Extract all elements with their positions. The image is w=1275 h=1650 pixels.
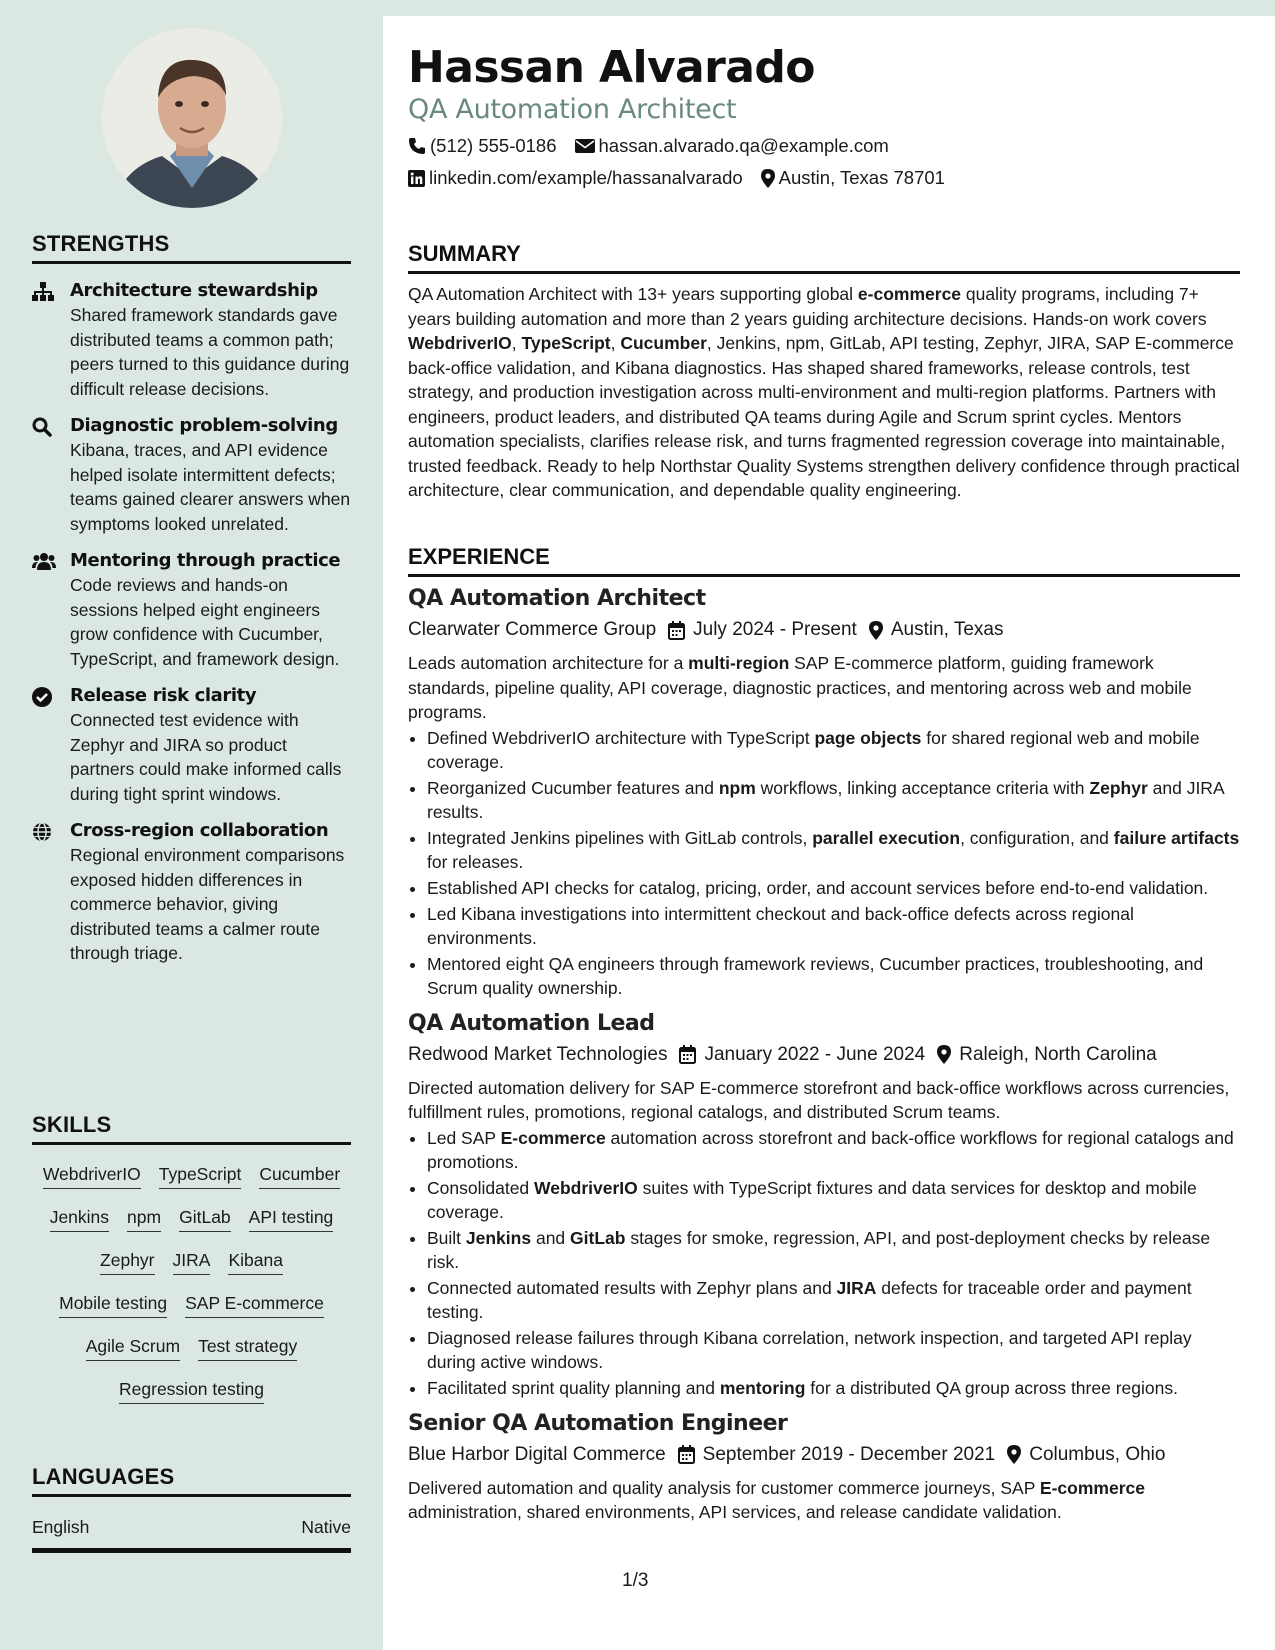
job-dates: September 2019 - December 2021 (702, 1443, 996, 1465)
skill-tag: Test strategy (198, 1328, 297, 1361)
strength-desc: Kibana, traces, and API evidence helped isolate intermittent defects; teams gained clearer answers when symptoms looked unrelated. (70, 440, 351, 534)
skill-tag: TypeScript (159, 1156, 242, 1189)
job-description: Directed automation delivery for SAP E-commerce storefront and back-office workflows across currencies, fulfillment rules, promotions, regional catalogs, and distributed Scrum teams. (408, 1077, 1230, 1122)
strength-desc: Shared framework standards gave distributed teams a common path; peers turned to this guidance during difficult release decisions. (70, 305, 350, 399)
job-bullet: • Mentored eight QA engineers through framework reviews, Cucumber practices, troubleshooting, and Scrum quality ownership. (427, 952, 1240, 1000)
map-pin-icon (869, 621, 883, 640)
phone-text: (512) 555-0186 (430, 135, 557, 156)
skills-heading: SKILLS (32, 1112, 351, 1145)
calendar-icon (679, 1045, 696, 1064)
strength-item (32, 414, 351, 536)
summary-text: QA Automation Architect with 13+ years supporting global e-commerce quality programs, including 7+ years building automation and more than 2 years guiding architecture decisions. Hands-on work covers WebdriverIO, TypeScript, Cucumber, Jenkins, npm, GitLab, API testing, Zephyr, JIRA, SAP E-commerce back-office validation, and Kibana diagnostics. Has shaped shared frameworks, release controls, test strategy, and production investigation across multi-environment and multi-region platforms. Partners with engineers, product leaders, and distributed QA teams during Agile and Scrum sprint cycles. Mentors automation specialists, clarifies release risk, and turns fragmented regression coverage into maintainable, trusted feedback. Ready to help Northstar Quality Systems strengthen delivery confidence through practical architecture, clear communication, and dependable quality engineering. (408, 284, 1240, 500)
strength-desc: Regional environment comparisons exposed hidden differences in commerce behavior, giving distributed teams a calmer route through triage. (70, 845, 345, 963)
location-text: Austin, Texas 78701 (778, 167, 945, 188)
calendar-icon (668, 621, 685, 640)
skills-list (32, 1151, 351, 1409)
job-bullet: • Consolidated WebdriverIO suites with TypeScript fixtures and data services for desktop and mobile coverage. (427, 1176, 1240, 1224)
strength-desc: Connected test evidence with Zephyr and JIRA so product partners could make informed calls during tight sprint windows. (70, 710, 342, 804)
job-bullets (408, 726, 1240, 1000)
contact-location (761, 167, 945, 189)
job-bullet: • Led SAP E-commerce automation across storefront and back-office workflows for regional catalogs and promotions. (427, 1126, 1240, 1174)
strength-item (32, 819, 351, 966)
skill-tag: GitLab (179, 1199, 231, 1232)
job-description: Leads automation architecture for a multi-region SAP E-commerce platform, guiding framework standards, pipeline quality, API coverage, diagnostic practices, and mentoring across web and mobile programs. (408, 653, 1192, 722)
job-company: Clearwater Commerce Group (408, 619, 657, 640)
summary-heading: SUMMARY (408, 241, 1240, 274)
strengths-section (32, 231, 351, 966)
job-meta (408, 1442, 1240, 1468)
job-title: Senior QA Automation Engineer (408, 1410, 788, 1436)
skill-tag: Cucumber (259, 1156, 340, 1189)
job-entry (408, 585, 1240, 1000)
job-entry (408, 1010, 1240, 1400)
skill-tag: Kibana (228, 1242, 283, 1275)
job-title: QA Automation Architect (408, 586, 706, 611)
phone-icon (408, 137, 426, 155)
language-row (32, 1517, 351, 1553)
candidate-role: QA Automation Architect (408, 94, 737, 125)
summary-section (408, 241, 1240, 503)
strength-title: Cross-region collaboration (70, 820, 329, 841)
contact-email (575, 135, 889, 157)
job-dates: January 2022 - June 2024 (704, 1043, 926, 1065)
contact-row-1 (408, 135, 907, 157)
job-location: Raleigh, North Carolina (959, 1043, 1157, 1065)
strength-title: Diagnostic problem-solving (70, 415, 338, 436)
page-number: 1/3 (622, 1570, 649, 1591)
job-meta (408, 1042, 1240, 1068)
skill-tag: WebdriverIO (43, 1156, 141, 1189)
job-company: Redwood Market Technologies (408, 1043, 668, 1065)
skill-tag: Agile Scrum (86, 1328, 180, 1361)
envelope-icon (575, 138, 595, 154)
calendar-icon (678, 1445, 695, 1464)
skill-tag: API testing (249, 1199, 334, 1232)
skill-tag: npm (127, 1199, 161, 1232)
job-bullet: • Built Jenkins and GitLab stages for smoke, regression, API, and post-deployment checks by release risk. (427, 1226, 1240, 1274)
linkedin-text: linkedin.com/example/hassanalvarado (429, 167, 743, 188)
job-bullet: • Established API checks for catalog, pricing, order, and account services before end-to-end validation. (427, 876, 1240, 900)
experience-heading: EXPERIENCE (408, 544, 1240, 577)
check-circle-icon (32, 684, 70, 806)
language-level: Native (301, 1517, 351, 1537)
job-bullet: • Reorganized Cucumber features and npm workflows, linking acceptance criteria with Zephyr and JIRA results. (427, 776, 1240, 824)
skill-tag: Mobile testing (59, 1285, 167, 1318)
strength-item (32, 279, 351, 401)
job-bullet: • Defined WebdriverIO architecture with TypeScript page objects for shared regional web and mobile coverage. (427, 726, 1240, 774)
job-company: Blue Harbor Digital Commerce (408, 1443, 666, 1465)
users-icon (32, 549, 70, 671)
candidate-name: Hassan Alvarado (408, 42, 815, 93)
job-dates: July 2024 - Present (693, 619, 857, 640)
linkedin-icon (408, 170, 425, 187)
job-bullet: • Connected automated results with Zephyr plans and JIRA defects for traceable order and payment testing. (427, 1276, 1240, 1324)
map-pin-icon (761, 169, 775, 188)
skill-tag: Zephyr (100, 1242, 154, 1275)
languages-section (32, 1464, 351, 1553)
job-meta (408, 617, 1240, 643)
strength-item (32, 549, 351, 671)
contact-phone (408, 135, 557, 157)
strength-item (32, 684, 351, 806)
contact-row-2 (408, 167, 963, 189)
sitemap-icon (32, 279, 70, 401)
contact-linkedin (408, 167, 743, 189)
strength-title: Architecture stewardship (70, 280, 318, 301)
skill-tag: JIRA (173, 1242, 211, 1275)
strength-title: Release risk clarity (70, 685, 257, 706)
map-pin-icon (937, 1045, 951, 1064)
strengths-heading: STRENGTHS (32, 231, 351, 264)
job-bullet: • Integrated Jenkins pipelines with GitLab controls, parallel execution, configuration, and failure artifacts for releases. (427, 826, 1240, 874)
languages-heading: LANGUAGES (32, 1464, 351, 1497)
experience-section (408, 544, 1240, 1525)
skill-tag: Regression testing (119, 1371, 264, 1404)
skill-tag: Jenkins (50, 1199, 109, 1232)
skills-section (32, 1112, 351, 1409)
job-bullets (408, 1126, 1240, 1400)
map-pin-icon (1007, 1445, 1021, 1464)
language-name: English (32, 1517, 90, 1537)
job-bullet: • Diagnosed release failures through Kibana correlation, network inspection, and targeted API replay during active windows. (427, 1326, 1240, 1374)
job-entry (408, 1410, 1240, 1525)
search-icon (32, 414, 70, 536)
job-title: QA Automation Lead (408, 1010, 655, 1036)
job-location: Columbus, Ohio (1029, 1443, 1166, 1465)
globe-icon (32, 819, 70, 966)
job-bullet: • Led Kibana investigations into intermittent checkout and back-office defects across regional environments. (427, 902, 1240, 950)
job-location: Austin, Texas (890, 619, 1004, 640)
profile-photo (102, 28, 282, 208)
job-description: Delivered automation and quality analysis for customer commerce journeys, SAP E-commerce administration, shared environments, API services, and release candidate validation. (408, 1477, 1145, 1522)
strength-desc: Code reviews and hands-on sessions helped eight engineers grow confidence with Cucumber, TypeScript, and framework design. (70, 575, 340, 669)
job-bullet: • Facilitated sprint quality planning and mentoring for a distributed QA group across three regions. (427, 1376, 1240, 1400)
strength-title: Mentoring through practice (70, 550, 341, 571)
skill-tag: SAP E-commerce (185, 1285, 324, 1318)
email-text: hassan.alvarado.qa@example.com (598, 135, 889, 156)
